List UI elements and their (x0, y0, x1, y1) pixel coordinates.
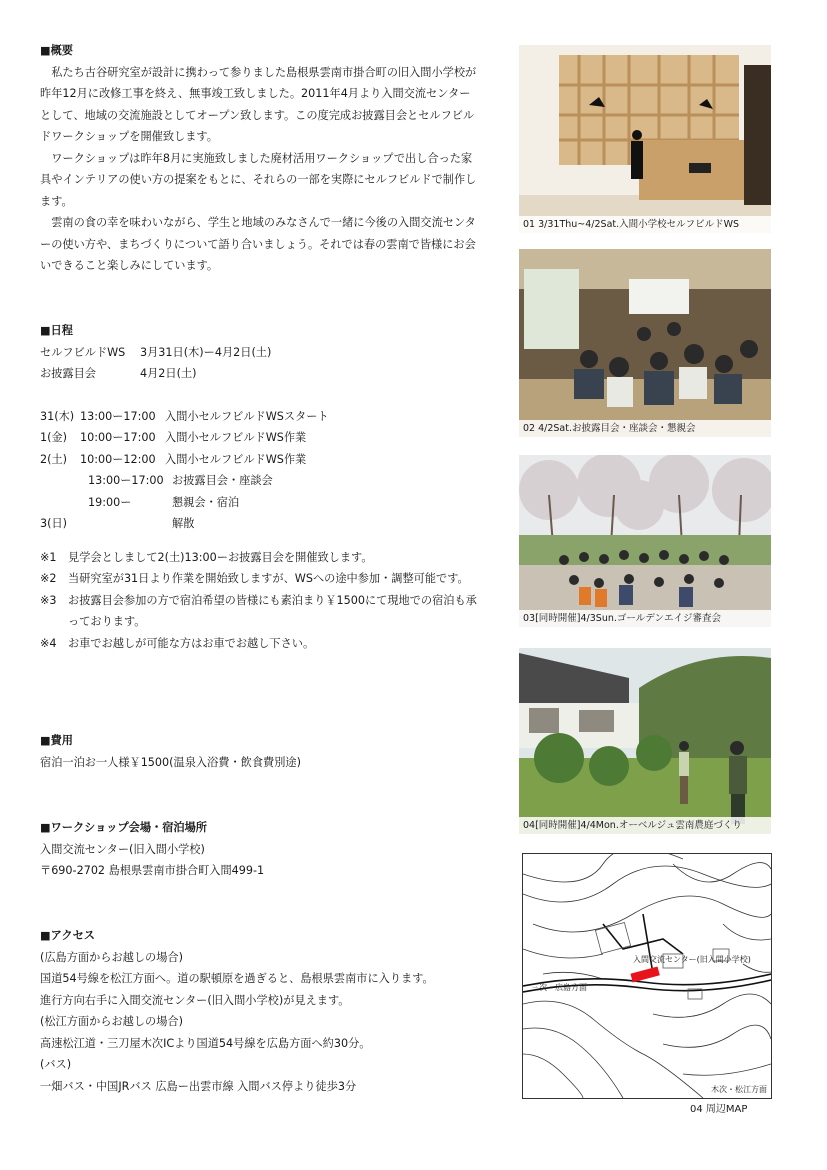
note-text: お車でお越しが可能な方はお車でお越し下さい。 (68, 636, 315, 650)
access-heading: ■アクセス (40, 929, 95, 942)
summary-date: 4月2日(土) (140, 367, 197, 380)
schedule-row (40, 427, 480, 449)
venue-name: 入間交流センター(旧入間小学校) (40, 842, 205, 856)
photo-caption: 01 3/31Thu~4/2Sat.入間小学校セルフビルドWS (519, 216, 771, 233)
schedule-event: 入間小セルフビルドWSスタート (165, 409, 329, 423)
schedule-day (40, 492, 88, 514)
note-text: 当研究室が31日より作業を開始致しますが、WSへの途中参加・調整可能です。 (68, 572, 469, 585)
schedule-time: 19:00ー (88, 495, 132, 509)
summary-date: 3月31日(木)ー4月2日(土) (140, 345, 272, 359)
access-line: 一畑バス・中国JRバス 広島ー出雲市線 入間バス停より徒歩3分 (40, 1079, 357, 1093)
venue-heading: ■ワークショップ会場・宿泊場所 (40, 821, 207, 834)
access-line: 国道54号線を松江方面へ。道の駅頓原を過ぎると、島根県雲南市に入ります。 (40, 972, 434, 985)
note-mark: ※4 (40, 636, 57, 650)
schedule-day: 1(金) (40, 431, 68, 444)
note-mark: ※2 (40, 572, 57, 585)
schedule-summary-row (40, 363, 480, 385)
schedule-time: 13:00ー17:00 (88, 474, 164, 487)
interior-model-image (519, 45, 771, 233)
map-label-center: 入間交流センター(旧入間小学校) (633, 955, 751, 964)
access-line: (松江方面からお越しの場合) (40, 1015, 183, 1028)
venue-section (40, 817, 480, 882)
overview-heading: ■概要 (40, 44, 73, 57)
schedule-note (40, 568, 480, 590)
access-line: (バス) (40, 1058, 72, 1071)
schedule-note (40, 590, 480, 633)
note-text: 見学会としまして2(土)13:00ーお披露目会を開催致します。 (68, 550, 373, 564)
venue-marker (630, 967, 659, 983)
photo-garden (519, 648, 771, 834)
photo-caption: 03[同時開催]4/3Sun.ゴールデンエイジ審査会 (519, 610, 771, 627)
area-map (522, 853, 772, 1099)
schedule-note (40, 547, 480, 569)
schedule-day: 2(土) (40, 452, 68, 466)
photo-caption: 04[同時開催]4/4Mon.オーベルジュ雲南農庭づくり (519, 817, 771, 834)
schedule-row (40, 406, 480, 428)
schedule-event: 入間小セルフビルドWS作業 (165, 431, 307, 444)
overview-paragraph: 雲南の食の幸を味わいながら、学生と地域のみなさんで一緒に今後の入間交流センターの使い方や、まちづくりについて語り合いましょう。それでは春の雲南で皆様にお会いできること楽しみにしています。 (40, 216, 476, 272)
schedule-time: 13:00ー17:00 (80, 409, 156, 423)
contour-map-image (523, 854, 771, 1098)
schedule-section (40, 320, 480, 654)
venue-address: 〒690-2702 島根県雲南市掛合町入間499-1 (40, 864, 265, 877)
note-mark: ※1 (40, 550, 57, 564)
meeting-image (519, 249, 771, 437)
cost-section (40, 730, 480, 773)
schedule-row (40, 513, 480, 535)
schedule-row (40, 492, 480, 514)
garden-image (519, 648, 771, 834)
schedule-time: 10:00ー12:00 (80, 452, 156, 466)
note-mark: ※3 (40, 593, 57, 607)
schedule-heading: ■日程 (40, 324, 73, 337)
overview-paragraph: ワークショップは昨年8月に実施致しました廃材活用ワークショップで出し合った家具やインテリアの使い方の提案をもとに、それらの一部を実際にセルフビルドで制作します。 (40, 151, 477, 208)
schedule-day: 3(日) (40, 517, 68, 530)
schedule-day (40, 470, 88, 492)
photo-meeting (519, 249, 771, 437)
schedule-note (40, 633, 480, 655)
photo-selfbuild (519, 45, 771, 233)
note-text: お披露目会参加の方で宿泊希望の皆様にも素泊まり￥1500にて現地での宿泊も承っております。 (68, 593, 477, 628)
access-section (40, 925, 480, 1097)
overview-section (40, 40, 480, 277)
schedule-event: 解散 (172, 517, 195, 530)
cost-heading: ■費用 (40, 734, 73, 747)
photo-caption: 02 4/2Sat.お披露目会・座談会・懇親会 (519, 420, 771, 437)
access-line: 高速松江道・三刀屋木次ICより国道54号線を広島方面へ約30分。 (40, 1036, 371, 1050)
map-caption: 04 周辺MAP (690, 1104, 748, 1115)
access-line: 進行方向右手に入間交流センター(旧入間小学校)が見えます。 (40, 993, 350, 1007)
photo-group (519, 455, 771, 627)
summary-name: セルフビルドWS (40, 345, 126, 359)
access-line: (広島方面からお越しの場合) (40, 950, 183, 964)
summary-name: お披露目会 (40, 367, 96, 380)
schedule-row (40, 449, 480, 471)
schedule-day: 31(木) (40, 409, 75, 423)
schedule-event: 入間小セルフビルドWS作業 (165, 452, 307, 466)
schedule-time: 10:00ー17:00 (80, 431, 156, 444)
schedule-row (40, 470, 480, 492)
cherry-blossom-group-image (519, 455, 771, 627)
schedule-event: 懇親会・宿泊 (172, 495, 240, 509)
map-label-road: 三次・広島方面 (531, 983, 587, 992)
map-label-corner: 木次・松江方面 (711, 1085, 767, 1094)
schedule-event: お披露目会・座談会 (172, 474, 273, 487)
cost-text: 宿泊一泊お一人様￥1500(温泉入浴費・飲食費別途) (40, 755, 301, 769)
overview-paragraph: 私たち古谷研究室が設計に携わって参りました島根県雲南市掛合町の旧入間小学校が昨年12月に改修工事を終え、無事竣工致しました。2011年4月より入間交流センターとして、地域の交流施設としてオープン致します。この度完成お披露目会とセルフビルドワークショップを開催致します。 (40, 65, 477, 143)
schedule-summary-row (40, 342, 480, 364)
